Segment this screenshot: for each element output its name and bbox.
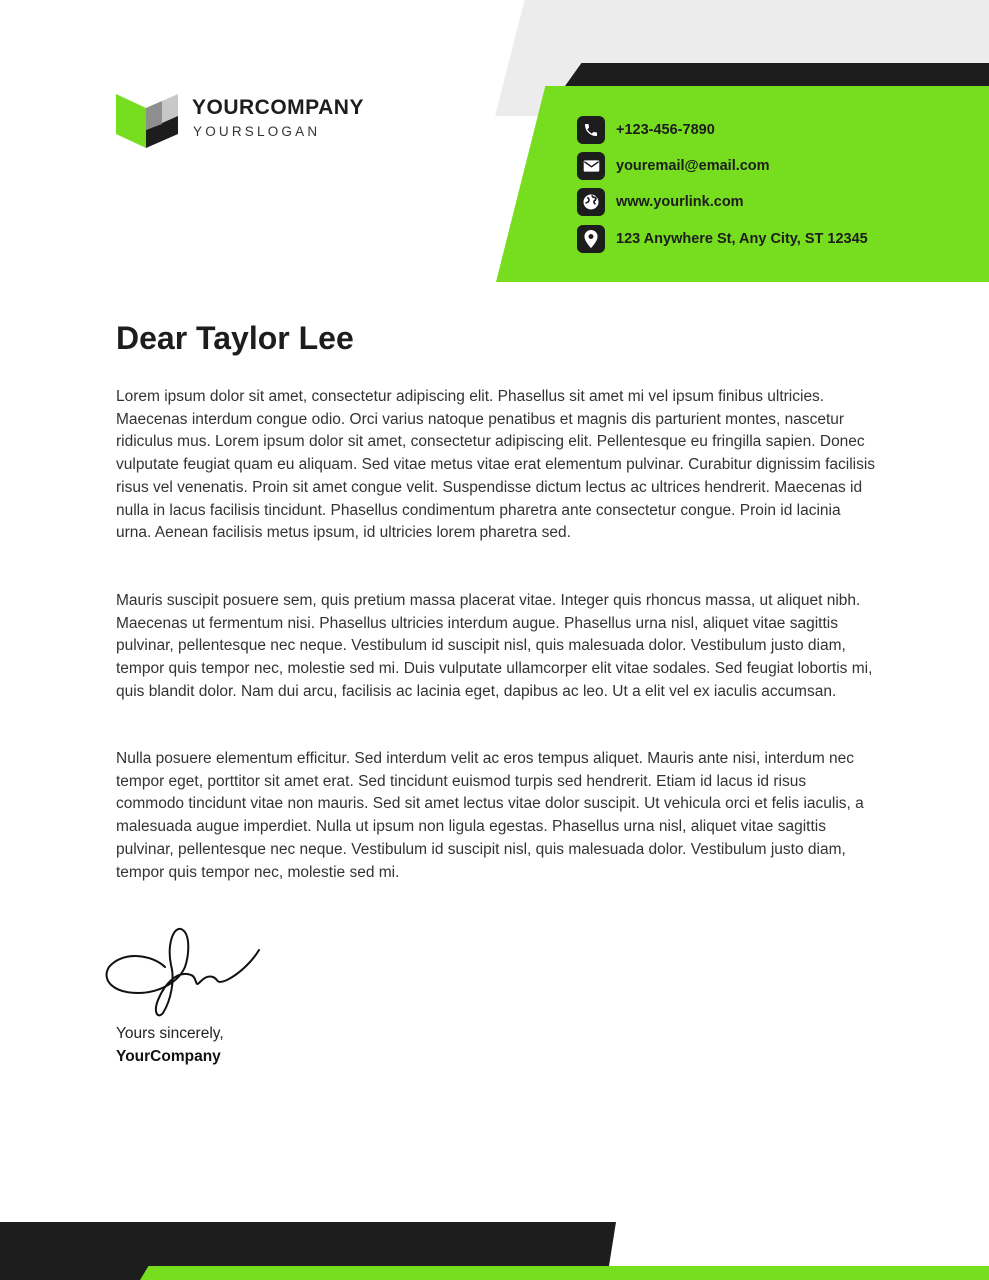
email-icon bbox=[577, 152, 605, 180]
signer-name: YourCompany bbox=[116, 1048, 221, 1065]
closing-line: Yours sincerely, bbox=[116, 1025, 224, 1042]
handwritten-signature-icon bbox=[103, 925, 263, 1020]
contact-email bbox=[577, 152, 770, 180]
contact-phone bbox=[577, 116, 715, 144]
contact-address-text: 123 Anywhere St, Any City, ST 12345 bbox=[616, 231, 868, 247]
letter-greeting: Dear Taylor Lee bbox=[116, 320, 354, 356]
contact-address bbox=[577, 225, 868, 253]
hexagon-cube-logo-icon bbox=[116, 94, 178, 148]
globe-icon bbox=[577, 188, 605, 216]
letter-paragraph-3: Nulla posuere elementum efficitur. Sed interdum velit ac eros tempus aliquet. Mauris ante nisi, interdum nec tempor eget, porttitor sit amet erat. Sed tincidunt euismod turpis sed hendrerit. Etiam id lacus id risus commodo tincidunt vitae non mauris. Sed sit amet lectus vitae dolor suscipit. Ut vehicula orci et felis iaculis, a malesuada augue imperdiet. Nulla ut ipsum non ligula egestas. Phasellus urna nisl, aliquet vitae sagittis pulvinar, pellentesque nec neque. Vestibulum id suscipit nisl, quis malesuada dolor. Vestibulum justo diam, tempor quis tempor nec, molestie sed mi. bbox=[116, 750, 864, 881]
contact-website bbox=[577, 188, 744, 216]
footer-green-band bbox=[140, 1266, 989, 1280]
letter-paragraph-2: Mauris suscipit posuere sem, quis pretium massa placerat vitae. Integer quis rhoncus massa, ut aliquet nibh. Maecenas ut fermentum nisi. Phasellus ultricies interdum augue. Phasellus urna nisl, aliquet vitae sagittis pulvinar, pellentesque nec neque. Vestibulum id suscipit nisl, quis malesuada dolor. Vestibulum justo diam, tempor quis tempor nec, molestie sed mi. Duis vulputate ullamcorper elit vitae sodales. Sed feugiat lobortis mi, quis blandit dolor. Nam dui arcu, facilisis ac lacinia eget, dapibus ac leo. Ut a elit vel ex iaculis accumsan. bbox=[116, 592, 873, 700]
contact-phone-text: +123-456-7890 bbox=[616, 122, 715, 138]
contact-email-text: youremail@email.com bbox=[616, 158, 770, 174]
company-name: YOURCOMPANY bbox=[192, 96, 364, 119]
letter-paragraph-1: Lorem ipsum dolor sit amet, consectetur adipiscing elit. Phasellus sit amet mi vel ipsum finibus ultricies. Maecenas interdum congue odio. Orci varius natoque penatibus et magnis dis parturient montes, nascetur ridiculus mus. Lorem ipsum dolor sit amet, consectetur adipiscing elit. Pellentesque eu fringilla sapien. Donec vulputate feugiat quam eu aliquam. Sed vitae metus vitae erat elementum pulvinar. Curabitur dignissim facilisis risus vel venenatis. Proin sit amet congue velit. Suspendisse dictum lectus ac ultrices hendrerit. Maecenas id nulla in lacus facilisis tincidunt. Phasellus condimentum pharetra ante consectetur congue. Proin id lacinia urna. Aenean facilisis metus ipsum, id ultricies lorem pharetra sed. bbox=[116, 388, 876, 542]
location-pin-icon bbox=[577, 225, 605, 253]
company-slogan: YOURSLOGAN bbox=[193, 124, 321, 139]
phone-icon bbox=[577, 116, 605, 144]
contact-website-text: www.yourlink.com bbox=[616, 194, 744, 210]
